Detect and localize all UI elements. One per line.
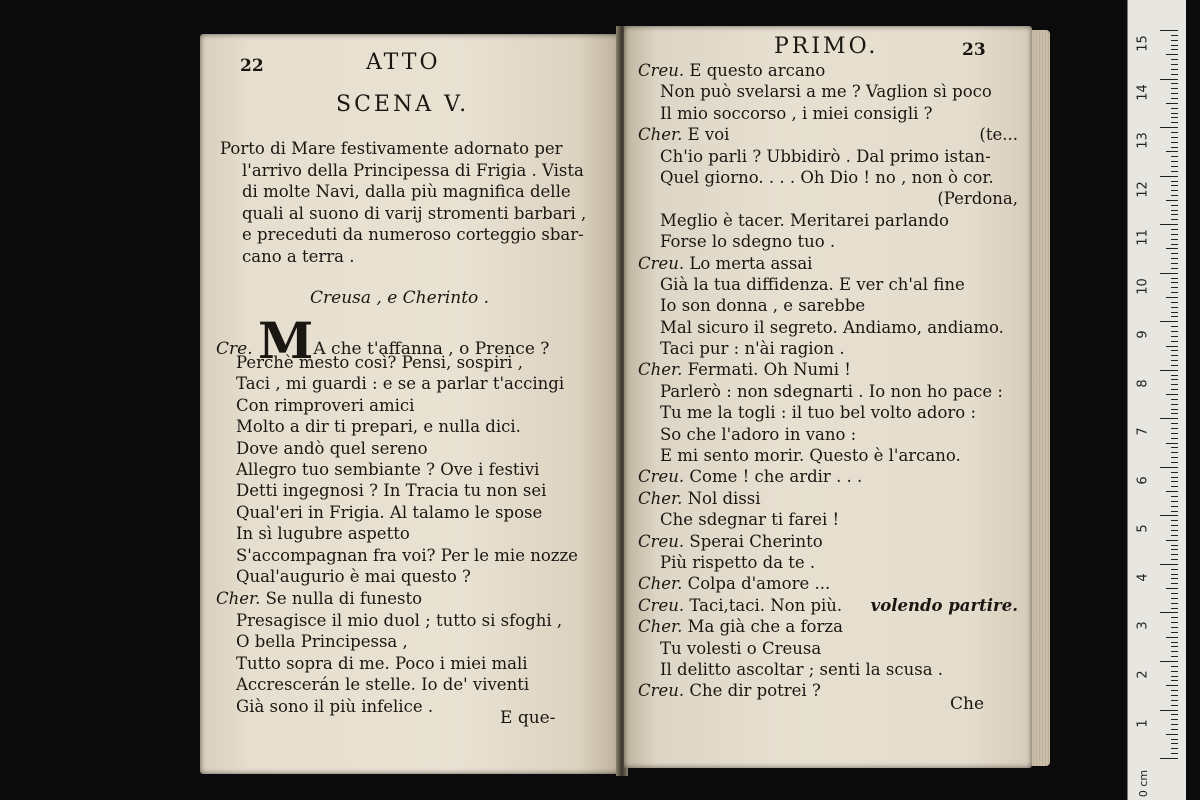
ruler-tick [1171, 646, 1178, 647]
ruler-tick [1171, 166, 1178, 167]
ruler-tick [1160, 515, 1178, 516]
speaker-label: Creu. [638, 61, 685, 80]
stage-direction: volendo partire. [870, 595, 1018, 615]
verse-line: Accrescerán le stelle. Io de' viventi [236, 675, 530, 695]
ruler-tick [1171, 219, 1178, 220]
verse-line: Qual'augurio è mai questo ? [236, 566, 471, 586]
ruler-tick [1171, 239, 1178, 240]
ruler-number: 15 [1135, 35, 1151, 52]
ruler-tick [1171, 336, 1178, 337]
ruler-tick [1160, 661, 1178, 662]
verse-text: Il delitto ascoltar ; senti la scusa . [660, 659, 944, 679]
ruler-tick [1160, 418, 1178, 419]
ruler-tick [1160, 79, 1178, 80]
verse-text: Colpa d'amore ... [687, 574, 831, 594]
ruler-unit-label: 0 cm [1137, 769, 1151, 798]
ruler-tick [1166, 248, 1178, 249]
ruler-tick [1160, 176, 1178, 177]
ruler-tick [1160, 758, 1178, 759]
ruler-tick [1171, 743, 1178, 744]
ruler-tick [1166, 540, 1178, 541]
ruler-tick [1171, 171, 1178, 172]
ruler-tick [1171, 423, 1178, 424]
ruler-tick [1166, 685, 1178, 686]
ruler-tick [1160, 273, 1178, 274]
ruler-tick [1171, 428, 1178, 429]
verse-line [638, 445, 1018, 466]
ruler-tick [1171, 593, 1178, 594]
ruler-tick [1171, 433, 1178, 434]
verse-line [638, 659, 1018, 680]
speaker-label: Creu. [638, 467, 685, 487]
verse-line [638, 167, 1018, 188]
ruler-tick [1171, 680, 1178, 681]
ruler-tick [1166, 151, 1178, 152]
ruler-tick [1171, 88, 1178, 89]
ruler-tick [1171, 156, 1178, 157]
description-line: di molte Navi, dalla più magnifica delle [242, 182, 571, 201]
ruler-number: 1 [1135, 718, 1151, 728]
ruler-tick [1171, 355, 1178, 356]
ruler-number: 7 [1135, 427, 1151, 436]
ruler-tick [1171, 93, 1178, 94]
ruler-tick [1171, 40, 1178, 41]
ruler-number: 14 [1135, 83, 1151, 101]
verse-line [638, 552, 1018, 573]
verse-line: Tutto sopra di me. Poco i miei mali [236, 653, 528, 673]
catchword-left: E que- [500, 708, 556, 728]
verse-text: Ch'io parli ? Ubbidirò . Dal primo istan- [660, 146, 991, 166]
ruler-tick [1171, 695, 1178, 696]
ruler-tick [1171, 302, 1178, 303]
ruler-tick [1166, 103, 1178, 104]
verse-text: E questo arcano [689, 61, 826, 80]
ruler-tick [1171, 287, 1178, 288]
drop-cap: M [258, 311, 314, 370]
ruler-tick [1171, 190, 1178, 191]
ruler-number: 5 [1135, 524, 1151, 533]
ruler-tick [1160, 467, 1178, 468]
verse-line [638, 146, 1018, 167]
ruler-tick [1171, 603, 1178, 604]
speaker-label: Cher. [638, 125, 683, 145]
verse-line [638, 638, 1018, 659]
verse-text: Tu volesti o Creusa [660, 638, 822, 658]
ruler-tick [1171, 739, 1178, 740]
verse-text: Già la tua diffidenza. E ver ch'al fine [660, 274, 965, 294]
ruler-tick [1171, 214, 1178, 215]
ruler-tick [1171, 268, 1178, 269]
verse-line [638, 81, 1018, 102]
verse-text: E voi [687, 125, 730, 145]
ruler-tick [1160, 612, 1178, 613]
scene-heading: SCENA V. [336, 92, 470, 117]
ruler-tick [1171, 161, 1178, 162]
verse-block-a [236, 352, 578, 587]
cast-list: Creusa , e Cherinto . [310, 288, 490, 308]
ruler-tick [1166, 394, 1178, 395]
cher-speech-start [216, 588, 422, 609]
ruler-tick [1166, 200, 1178, 201]
ruler-tick [1171, 244, 1178, 245]
ruler-tick [1171, 554, 1178, 555]
ruler-tick [1171, 263, 1178, 264]
ruler-tick [1171, 748, 1178, 749]
ruler-tick [1160, 30, 1178, 31]
verse-line [638, 595, 1018, 616]
ruler-tick [1171, 205, 1178, 206]
ruler-tick [1171, 132, 1178, 133]
running-head-right: PRIMO. [774, 34, 879, 59]
ruler-number: 4 [1135, 573, 1151, 582]
ruler-tick [1171, 181, 1178, 182]
ruler-tick [1171, 569, 1178, 570]
verse-text [638, 189, 660, 208]
verse-line: Perchè mesto così? Pensi, sospiri , [236, 353, 523, 372]
ruler-tick [1171, 258, 1178, 259]
ruler-tick [1171, 583, 1178, 584]
verse-text: A che t'affanna , o Prence ? [313, 339, 550, 359]
ruler-tick [1171, 549, 1178, 550]
ruler-tick [1171, 598, 1178, 599]
ruler-tick [1171, 59, 1178, 60]
verse-line [638, 616, 1018, 637]
verse-line [638, 381, 1018, 402]
ruler-tick [1171, 520, 1178, 521]
verse-line [638, 317, 1018, 338]
ruler-tick [1171, 729, 1178, 730]
verse-line: Con rimproveri amici [236, 395, 415, 415]
page-number-left: 22 [240, 56, 264, 76]
ruler-tick [1171, 74, 1178, 75]
ruler-tick [1166, 734, 1178, 735]
ruler-tick [1171, 113, 1178, 114]
verse-text: Che dir potrei ? [689, 681, 821, 701]
ruler-tick [1171, 98, 1178, 99]
verse-text: Io son donna , e sarebbe [660, 296, 866, 316]
ruler-number: 10 [1135, 277, 1151, 295]
ruler-tick [1160, 321, 1178, 322]
ruler-tick [1171, 413, 1178, 414]
verse-line: Allegro tuo sembiante ? Ove i festivi [236, 459, 540, 479]
ruler-tick [1171, 399, 1178, 400]
ruler-tick [1160, 127, 1178, 128]
ruler-tick [1171, 622, 1178, 623]
ruler-tick [1171, 122, 1178, 123]
ruler-tick [1166, 637, 1178, 638]
description-line: quali al suono di varij stromenti barbari , [242, 203, 587, 223]
verse-text: Come ! che ardir . . . [689, 467, 863, 487]
ruler-tick [1171, 253, 1178, 254]
ruler-tick [1171, 360, 1178, 361]
ruler-tick [1171, 282, 1178, 283]
page-number-right: 23 [962, 40, 986, 60]
catchword-right: Che [950, 694, 985, 714]
ruler-tick [1171, 137, 1178, 138]
ruler-tick [1171, 331, 1178, 332]
verse-text: Lo merta assai [689, 253, 813, 273]
turnover-fragment: (te... [979, 125, 1018, 145]
verse-line: Dove andò quel sereno [236, 438, 428, 458]
verse-line [638, 274, 1018, 295]
ruler-number: 6 [1135, 476, 1151, 485]
ruler-number: 3 [1135, 621, 1151, 631]
verse-line [638, 231, 1018, 252]
ruler-tick [1171, 389, 1178, 390]
description-line: Porto di Mare festivamente adornato per [220, 139, 563, 158]
verse-text: Se nulla di funesto [265, 589, 423, 608]
ruler-number: 2 [1135, 670, 1151, 679]
ruler-tick [1171, 195, 1178, 196]
ruler-tick [1171, 496, 1178, 497]
ruler-tick [1171, 234, 1178, 235]
description-line: cano a terra . [242, 246, 355, 266]
speaker-label: Cher. [638, 617, 683, 637]
verse-line [638, 466, 1018, 487]
ruler-number: 13 [1135, 132, 1151, 149]
ruler-tick [1171, 642, 1178, 643]
verse-line [638, 509, 1018, 530]
ruler-tick [1171, 108, 1178, 109]
ruler-tick [1171, 447, 1178, 448]
verse-line [638, 210, 1018, 231]
ruler-tick [1166, 346, 1178, 347]
ruler-tick [1171, 457, 1178, 458]
verse-line [638, 253, 1018, 274]
ruler-tick [1171, 501, 1178, 502]
verse-text: Nol dissi [687, 488, 761, 508]
speaker-label: Creu. [638, 253, 685, 273]
ruler-tick [1171, 666, 1178, 667]
verse-line [638, 359, 1018, 380]
ruler-tick [1171, 35, 1178, 36]
page-edges [1032, 30, 1050, 766]
ruler-tick [1160, 710, 1178, 711]
speaker-label: Cher. [638, 360, 683, 380]
ruler-tick [1171, 627, 1178, 628]
verse-line [638, 573, 1018, 594]
ruler-tick [1171, 477, 1178, 478]
verse-line: Taci , mi guardi : e se a parlar t'accingi [236, 374, 565, 394]
ruler-tick [1171, 49, 1178, 50]
left-page [200, 34, 620, 774]
ruler-tick [1171, 714, 1178, 715]
ruler-tick [1171, 307, 1178, 308]
ruler-tick [1171, 578, 1178, 579]
ruler-tick [1171, 210, 1178, 211]
description-line: e preceduti da numeroso corteggio sbar- [242, 225, 584, 244]
ruler-number: 12 [1135, 180, 1151, 198]
open-book [200, 26, 1056, 776]
speaker-label: Creu. [638, 681, 685, 701]
verse-line [638, 60, 1018, 81]
verse-line: In sì lugubre aspetto [236, 524, 410, 544]
verse-text: Che sdegnar ti farei ! [660, 510, 840, 530]
ruler-tick [1171, 525, 1178, 526]
verse-text: Taci pur : n'ài ragion . [660, 339, 845, 359]
verse-line [638, 124, 1018, 145]
ruler-number: 8 [1135, 379, 1151, 388]
verse-line [638, 531, 1018, 552]
ruler-number: 11 [1135, 229, 1151, 246]
right-page [624, 26, 1032, 768]
ruler-tick [1171, 142, 1178, 143]
ruler-tick [1171, 535, 1178, 536]
verse-line [638, 488, 1018, 509]
ruler-tick [1171, 69, 1178, 70]
verse-line [638, 295, 1018, 316]
verse-text: Mal sicuro il segreto. Andiamo, andiamo. [660, 317, 1004, 337]
ruler-tick [1166, 54, 1178, 55]
ruler-tick [1171, 545, 1178, 546]
speaker-label: Cre. [216, 339, 253, 359]
ruler-tick [1171, 312, 1178, 313]
ruler-tick [1171, 185, 1178, 186]
ruler-tick [1166, 443, 1178, 444]
ruler-tick [1160, 370, 1178, 371]
ruler-tick [1171, 753, 1178, 754]
ruler-tick [1171, 117, 1178, 118]
verse-line [638, 402, 1018, 423]
ruler-tick [1171, 617, 1178, 618]
verse-line: Detti ingegnosi ? In Tracia tu non sei [236, 481, 547, 501]
ruler-tick [1171, 292, 1178, 293]
ruler-tick [1171, 64, 1178, 65]
verse-line: Molto a dir ti prepari, e nulla dici. [236, 417, 521, 437]
verse-line: Qual'eri in Frigia. Al talamo le spose [236, 502, 543, 522]
ruler-tick [1171, 384, 1178, 385]
ruler-tick [1166, 491, 1178, 492]
verse-text: Taci,taci. Non più. [689, 595, 843, 615]
ruler-tick [1171, 719, 1178, 720]
verse-text: Più rispetto da te . [660, 552, 816, 572]
ruler-tick [1160, 224, 1178, 225]
speaker-label: Cher. [638, 574, 683, 594]
ruler-tick [1171, 676, 1178, 677]
ruler-tick [1171, 229, 1178, 230]
verse-text: Meglio è tacer. Meritarei parlando [660, 210, 949, 230]
ruler-tick [1171, 530, 1178, 531]
ruler-tick [1171, 724, 1178, 725]
right-verse-block [638, 60, 1018, 702]
ruler-tick [1171, 559, 1178, 560]
ruler-tick [1171, 326, 1178, 327]
ruler-tick [1171, 462, 1178, 463]
ruler-tick [1171, 452, 1178, 453]
speaker-label: Cher. [638, 488, 683, 508]
verse-text: Quel giorno. . . . Oh Dio ! no , non ò cor. [660, 167, 994, 187]
ruler-tick [1171, 379, 1178, 380]
verse-text: Parlerò : non sdegnarti . Io non ho pace : [660, 381, 1003, 401]
ruler-tick [1171, 365, 1178, 366]
ruler-tick [1171, 278, 1178, 279]
verse-text: Fermati. Oh Numi ! [687, 360, 851, 380]
ruler-tick [1166, 588, 1178, 589]
ruler-tick [1171, 375, 1178, 376]
verse-line [638, 338, 1018, 359]
verse-line: Presagisce il mio duol ; tutto si sfoghi , [236, 611, 563, 630]
verse-line [638, 103, 1018, 124]
ruler-tick [1160, 564, 1178, 565]
ruler-tick [1166, 297, 1178, 298]
ruler-tick [1171, 608, 1178, 609]
ruler-tick [1171, 409, 1178, 410]
verse-line [638, 424, 1018, 445]
ruler-tick [1171, 486, 1178, 487]
ruler-number: 9 [1135, 330, 1151, 339]
stage-description [220, 138, 586, 267]
ruler-tick [1171, 481, 1178, 482]
verse-text: E mi sento morir. Questo è l'arcano. [660, 446, 961, 466]
ruler-tick [1171, 45, 1178, 46]
verse-text: Non può svelarsi a me ? Vaglion sì poco [660, 82, 992, 102]
verse-block-b [236, 610, 562, 717]
verse-text: Sperai Cherinto [689, 531, 823, 551]
ruler-tick [1171, 506, 1178, 507]
ruler-tick [1171, 671, 1178, 672]
speaker-label: Creu. [638, 531, 685, 551]
speaker-label: Creu. [638, 595, 685, 615]
measuring-ruler [1127, 0, 1186, 800]
ruler-tick [1171, 700, 1178, 701]
verse-line: S'accompagnan fra voi? Per le mie nozze [236, 545, 578, 565]
verse-text: Forse lo sdegno tuo . [660, 232, 836, 252]
ruler-tick [1171, 147, 1178, 148]
verse-line: Già sono il più infelice . [236, 696, 434, 716]
verse-text: So che l'adoro in vano : [660, 424, 857, 444]
verse-text: Tu me la togli : il tuo bel volto adoro : [660, 403, 977, 423]
turnover-fragment: (Perdona, [937, 189, 1018, 209]
ruler-tick [1171, 472, 1178, 473]
verse-text: Ma già che a forza [687, 617, 843, 637]
ruler-tick [1171, 705, 1178, 706]
running-head-left: ATTO [366, 50, 441, 75]
ruler-tick [1171, 438, 1178, 439]
description-line: l'arrivo della Principessa di Frigia . Vista [242, 160, 584, 180]
ruler-tick [1171, 511, 1178, 512]
verse-line [638, 188, 1018, 209]
ruler-tick [1171, 574, 1178, 575]
ruler-tick [1171, 404, 1178, 405]
ruler-tick [1171, 632, 1178, 633]
ruler-tick [1171, 316, 1178, 317]
ruler-tick [1171, 341, 1178, 342]
ruler-tick [1171, 350, 1178, 351]
ruler-tick [1171, 83, 1178, 84]
verse-line: O bella Principessa , [236, 632, 408, 652]
speaker-label: Cher. [216, 589, 261, 608]
ruler-tick [1171, 690, 1178, 691]
ruler-tick [1171, 651, 1178, 652]
verse-text: Il mio soccorso , i miei consigli ? [660, 103, 933, 123]
ruler-tick [1171, 656, 1178, 657]
